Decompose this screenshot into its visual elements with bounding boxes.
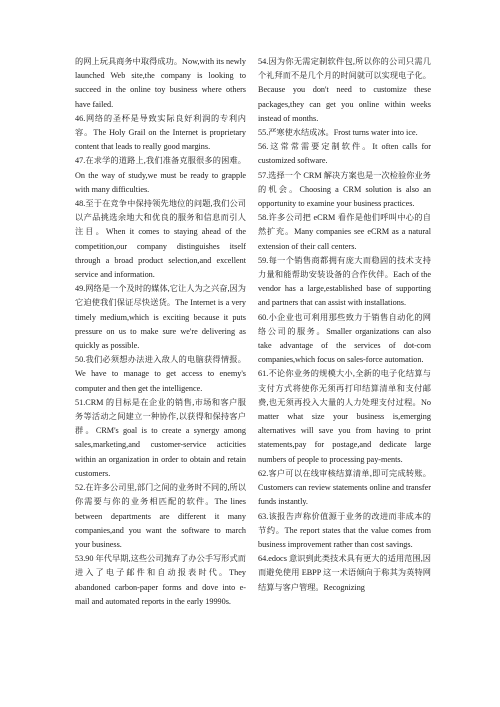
- left-paragraph-4: 48.至于在竞争中保持领先地位的问题,我们公司以产品挑选余地大和优良的服务和信息而引人注目。When it comes to staying ahead of the competition,our company distinguishes itself through a broad product selection,and excellent service and information.: [75, 199, 246, 280]
- left-paragraph-8: 52.在许多公司里,部门之间的业务时不同的,所以你需要与你的业务相匹配的软件。The lines between departments are different it many companies,and you want the software to march your business.: [75, 483, 246, 549]
- left-paragraph-5: 49.网络是一个及时的媒体,它让人为之兴奋,因为它迫使我们保证尽快送货。The Internet is a very timely medium,which is exciting because it puts pressure on us to make sure we're delivering as quickly as possible.: [75, 284, 246, 351]
- right-paragraph-9: 62.客户可以在线审核结算清单,即可完成转账。Customers can review statements online and transfer funds instantly.: [258, 468, 431, 507]
- right-paragraph-11: 64.edocs 意识到此类技术具有更大的适用范围,因而避免使用 EBPP 这一术语倾向于称其为英特网结算与客户管理。Recognizing: [258, 554, 431, 592]
- right-paragraph-5: 58.许多公司把 eCRM 看作是他们呼叫中心的自然扩充。Many companies see eCRM as a natural extension of their call centers.: [258, 213, 431, 251]
- left-paragraph-7: 51.CRM 的目标是在企业的销售,市场和客户服务等活动之间建立一种协作,以获得和保持客户群。CRM's goal is to create a synergy among sales,marketing,and customer-service acticities within an organization in order to obtain and retain customers.: [75, 397, 246, 478]
- right-paragraph-10: 63.该报告声称价值源于业务的改进而非成本的节约。The report states that the value comes from business improvement rather than cost savings.: [258, 511, 431, 549]
- right-paragraph-2: 55.严寒使水结成冰。Frost turns water into ice.: [258, 128, 418, 138]
- right-paragraph-8: 61.不论你业务的规模大小,全新的电子化结算与支付方式将使你无须再打印结算清单和支付邮费,也无须再投入大量的人力处理支付过程。No matter what size your business is,emerging alternatives will save you from having to print statements,pay for postage,and dedicate large numbers of people to processing pay-ments.: [258, 369, 431, 464]
- right-paragraph-4: 57.选择一个 CRM 解决方案也是一次检验你业务的机会。Choosing a CRM solution is also an opportunity to examine your business practices.: [258, 170, 431, 209]
- right-paragraph-3: 56.这常常需要定制软件。It often calls for customized software.: [258, 142, 431, 166]
- left-paragraph-2: 46.网络的圣杯是导致实际良好利润的专利内容。The Holy Grail on the Internet is proprietary content that leads to really good margins.: [75, 113, 246, 152]
- right-column: [258, 55, 431, 595]
- right-paragraph-6: 59.每一个销售商都拥有庞大而稳固的技术支持力量和能帮助安装设备的合作伙伴。Each of the vendor has a large,established base of supporting and partners that can assist with installations.: [258, 255, 431, 308]
- left-paragraph-1: 的网上玩具商务中取得成功。Now,with its newly launched Web site,the company is looking to succeed in the online toy business where others have failed.: [75, 57, 246, 109]
- left-column: [75, 55, 246, 609]
- left-paragraph-9: 53.90 年代早期,这些公司抛弃了办公手写形式而进入了电子邮件和自动报表时代。They abandoned carbon-paper forms and dove into e-mail and automated reports in the early 19990s.: [75, 554, 246, 606]
- right-paragraph-7: 60.小企业也可利用那些致力于销售自动化的网络公司的服务。Smaller organizations can also take advantage of the services of dot-com companies,which focus on sales-force automation.: [258, 312, 431, 365]
- right-paragraph-1: 54.因为你无需定制软件包,所以你的公司只需几个礼拜而不是几个月的时间就可以实现电子化。Because you don't need to customize these packages,they can get you online within weeks instead of months.: [258, 57, 431, 123]
- left-paragraph-3: 47.在求学的道路上,我们准备克服很多的困难。On the way of study,we must be ready to grapple with many difficulties.: [75, 156, 246, 194]
- left-paragraph-6: 50.我们必须想办法进入敌人的电脑获得情报。We have to manage to get access to enemy's computer and then get the intelligence.: [75, 355, 246, 393]
